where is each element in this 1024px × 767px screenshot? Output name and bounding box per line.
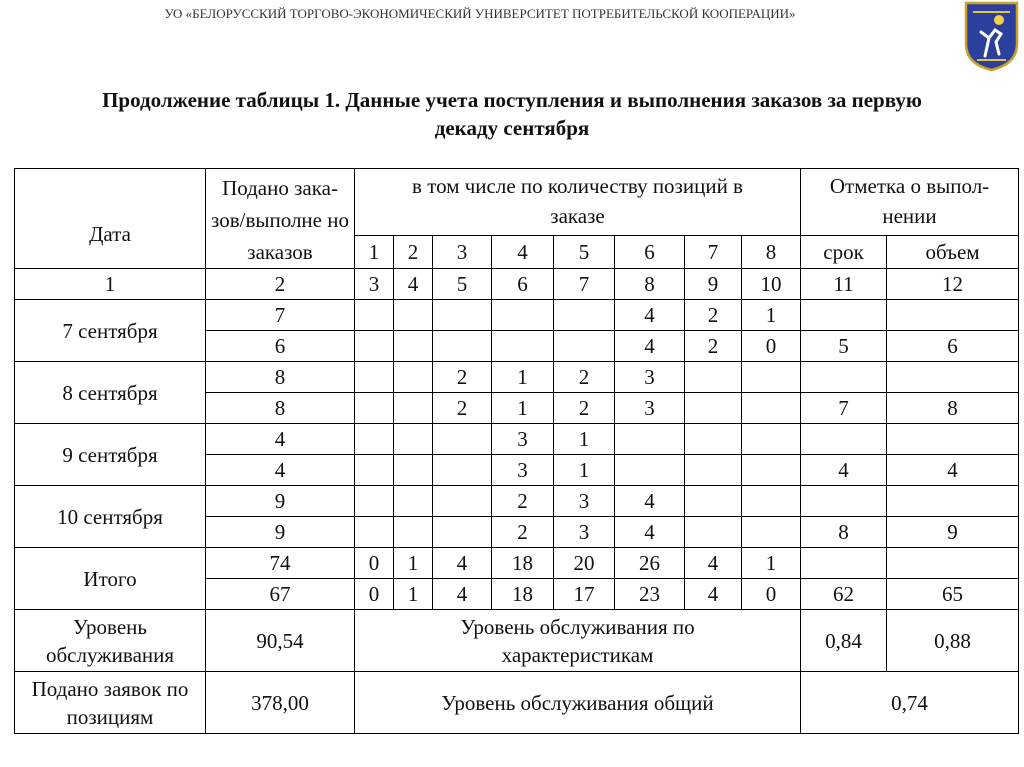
row-submitted: 74 <box>206 548 355 579</box>
row-cell <box>355 517 394 548</box>
position-col-8: 8 <box>742 235 801 268</box>
row-cell: 23 <box>615 579 685 610</box>
row-cell: 6 <box>887 331 1019 362</box>
row-date: 9 сентября <box>15 424 206 486</box>
row-cell: 26 <box>615 548 685 579</box>
row-cell: 0 <box>742 579 801 610</box>
row-cell: 1 <box>394 548 433 579</box>
row-cell: 1 <box>554 424 615 455</box>
row-cell: 4 <box>615 300 685 331</box>
row-cell: 7 <box>801 393 887 424</box>
row-date: Итого <box>15 548 206 610</box>
row-cell: 2 <box>554 393 615 424</box>
row-submitted: 67 <box>206 579 355 610</box>
row-cell <box>433 455 492 486</box>
row-cell: 4 <box>433 548 492 579</box>
row-cell: 0 <box>355 548 394 579</box>
position-col-2: 2 <box>394 235 433 268</box>
row-cell: 3 <box>554 486 615 517</box>
row-cell <box>355 486 394 517</box>
header-positions-group: в том числе по количеству позиций в заказе <box>355 169 801 236</box>
row-cell <box>685 424 742 455</box>
row-cell <box>742 362 801 393</box>
row-cell <box>685 517 742 548</box>
row-cell: 0 <box>742 331 801 362</box>
row-cell: 3 <box>554 517 615 548</box>
row-cell <box>355 331 394 362</box>
position-col-1: 1 <box>355 235 394 268</box>
colnum-9: 9 <box>685 269 742 300</box>
table-row <box>15 362 1019 393</box>
table-row <box>15 548 1019 579</box>
row-cell: 2 <box>492 517 554 548</box>
row-cell: 2 <box>492 486 554 517</box>
row-cell <box>394 393 433 424</box>
row-cell: 62 <box>801 579 887 610</box>
row-submitted: 7 <box>206 300 355 331</box>
overall-level-value: 0,74 <box>801 672 1019 734</box>
header-volume: объем <box>887 235 1019 268</box>
char-level-volume: 0,88 <box>887 610 1019 672</box>
row-cell: 4 <box>801 455 887 486</box>
colnum-5: 5 <box>433 269 492 300</box>
colnum-1: 1 <box>15 269 206 300</box>
row-cell <box>394 331 433 362</box>
row-submitted: 9 <box>206 517 355 548</box>
row-submitted: 9 <box>206 486 355 517</box>
row-cell <box>742 486 801 517</box>
row-cell <box>394 517 433 548</box>
row-date: 7 сентября <box>15 300 206 362</box>
row-submitted: 4 <box>206 424 355 455</box>
row-cell <box>887 486 1019 517</box>
row-cell <box>685 393 742 424</box>
row-cell: 4 <box>615 486 685 517</box>
row-cell <box>394 362 433 393</box>
university-header: УО «БЕЛОРУССКИЙ ТОРГОВО-ЭКОНОМИЧЕСКИЙ УНИВЕРСИТЕТ ПОТРЕБИТЕЛЬСКОЙ КООПЕРАЦИИ» <box>164 6 796 21</box>
row-cell <box>355 393 394 424</box>
row-cell <box>615 455 685 486</box>
row-cell <box>355 362 394 393</box>
row-cell <box>887 424 1019 455</box>
row-cell: 2 <box>554 362 615 393</box>
row-cell: 8 <box>801 517 887 548</box>
row-cell: 18 <box>492 579 554 610</box>
row-cell <box>742 455 801 486</box>
row-cell <box>554 300 615 331</box>
row-submitted: 4 <box>206 455 355 486</box>
header-term: срок <box>801 235 887 268</box>
row-cell <box>433 300 492 331</box>
row-cell <box>433 331 492 362</box>
colnum-3: 3 <box>355 269 394 300</box>
row-cell <box>801 486 887 517</box>
row-cell: 3 <box>615 362 685 393</box>
position-col-5: 5 <box>554 235 615 268</box>
row-cell: 1 <box>394 579 433 610</box>
char-level-label: Уровень обслуживания по характеристикам <box>355 610 801 672</box>
row-cell: 3 <box>615 393 685 424</box>
row-cell <box>801 424 887 455</box>
header-date: Дата <box>15 169 206 269</box>
char-level-term: 0,84 <box>801 610 887 672</box>
row-date: 10 сентября <box>15 486 206 548</box>
row-cell <box>742 424 801 455</box>
row-cell: 1 <box>492 362 554 393</box>
orders-table <box>14 168 1019 734</box>
table-title <box>0 86 1024 142</box>
row-cell: 2 <box>685 300 742 331</box>
row-cell: 2 <box>433 362 492 393</box>
row-cell: 17 <box>554 579 615 610</box>
row-cell <box>887 300 1019 331</box>
row-cell <box>685 362 742 393</box>
row-cell: 65 <box>887 579 1019 610</box>
row-cell <box>492 300 554 331</box>
row-cell: 0 <box>355 579 394 610</box>
service-level-label: Уровень обслуживания <box>15 610 206 672</box>
row-cell <box>887 548 1019 579</box>
row-cell <box>685 486 742 517</box>
row-cell: 1 <box>742 300 801 331</box>
row-cell <box>433 517 492 548</box>
table-row <box>15 486 1019 517</box>
row-cell: 4 <box>615 517 685 548</box>
row-cell: 4 <box>433 579 492 610</box>
row-cell <box>355 424 394 455</box>
colnum-10: 10 <box>742 269 801 300</box>
row-cell: 4 <box>685 579 742 610</box>
row-cell: 1 <box>554 455 615 486</box>
colnum-7: 7 <box>554 269 615 300</box>
row-cell: 4 <box>887 455 1019 486</box>
row-cell <box>801 548 887 579</box>
row-cell <box>685 455 742 486</box>
row-submitted: 8 <box>206 362 355 393</box>
row-cell <box>394 300 433 331</box>
row-cell <box>355 300 394 331</box>
row-cell <box>394 424 433 455</box>
overall-level-label: Уровень обслуживания общий <box>355 672 801 734</box>
colnum-4: 4 <box>394 269 433 300</box>
row-cell <box>433 424 492 455</box>
row-cell <box>492 331 554 362</box>
row-cell: 9 <box>887 517 1019 548</box>
requests-label: Подано заявок по позициям <box>15 672 206 734</box>
position-col-3: 3 <box>433 235 492 268</box>
position-col-6: 6 <box>615 235 685 268</box>
row-cell: 18 <box>492 548 554 579</box>
row-date: 8 сентября <box>15 362 206 424</box>
row-cell: 1 <box>742 548 801 579</box>
row-cell <box>742 393 801 424</box>
row-cell <box>394 486 433 517</box>
row-cell: 3 <box>492 455 554 486</box>
colnum-12: 12 <box>887 269 1019 300</box>
row-cell: 20 <box>554 548 615 579</box>
colnum-2: 2 <box>206 269 355 300</box>
row-cell <box>742 517 801 548</box>
row-cell: 3 <box>492 424 554 455</box>
colnum-6: 6 <box>492 269 554 300</box>
service-level-value: 90,54 <box>206 610 355 672</box>
position-col-7: 7 <box>685 235 742 268</box>
header-mark-group: Отметка о выпол-нении <box>801 169 1019 236</box>
row-cell <box>554 331 615 362</box>
table-title-line1: Продолжение таблицы 1. Данные учета поступления и выполнения заказов за первую <box>102 88 922 112</box>
row-cell: 2 <box>685 331 742 362</box>
row-cell <box>355 455 394 486</box>
table-row <box>15 300 1019 331</box>
table-title-line2: декаду сентября <box>434 116 590 140</box>
university-logo <box>963 0 1020 72</box>
colnum-11: 11 <box>801 269 887 300</box>
row-cell <box>801 300 887 331</box>
row-submitted: 6 <box>206 331 355 362</box>
row-cell: 4 <box>615 331 685 362</box>
row-cell: 5 <box>801 331 887 362</box>
row-cell <box>394 455 433 486</box>
row-cell: 2 <box>433 393 492 424</box>
colnum-8: 8 <box>615 269 685 300</box>
row-cell: 1 <box>492 393 554 424</box>
position-col-4: 4 <box>492 235 554 268</box>
header-submitted: Подано зака-зов/выполне но заказов <box>206 169 355 269</box>
table-row <box>15 424 1019 455</box>
row-cell <box>615 424 685 455</box>
row-cell: 4 <box>685 548 742 579</box>
row-cell: 8 <box>887 393 1019 424</box>
row-cell <box>801 362 887 393</box>
row-submitted: 8 <box>206 393 355 424</box>
row-cell <box>887 362 1019 393</box>
row-cell <box>433 486 492 517</box>
requests-value: 378,00 <box>206 672 355 734</box>
